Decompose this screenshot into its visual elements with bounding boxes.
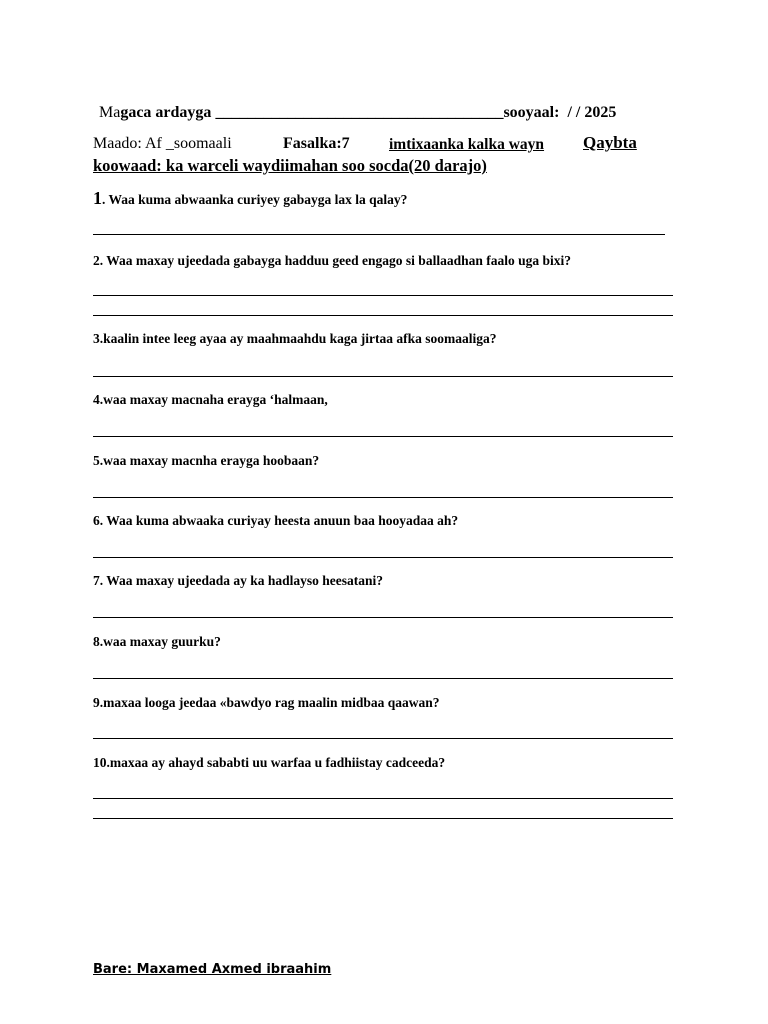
answer-line[interactable] — [93, 436, 673, 437]
question-6: 6. Waa kuma abwaaka curiyay heesta anuun baa hooyadaa ah? — [93, 513, 459, 528]
section-title: Qaybta — [583, 133, 637, 152]
question-3: 3.kaalin intee leeg ayaa ay maahmaahdu kaga jirtaa afka soomaaliga? — [93, 331, 497, 346]
subject-line — [93, 135, 232, 153]
subject: Maado: Af _soomaali — [93, 135, 232, 152]
answer-line[interactable] — [93, 557, 673, 558]
question-1-number: 1 — [93, 188, 102, 208]
date-label: sooyaal: — [503, 104, 560, 121]
answer-line[interactable] — [93, 818, 673, 819]
answer-line[interactable] — [93, 738, 673, 739]
date-value: / / 2025 — [567, 104, 617, 121]
answer-line[interactable] — [93, 678, 673, 679]
answer-line[interactable] — [93, 617, 673, 618]
exam-title: imtixaanka kalka wayn — [389, 136, 545, 153]
question-1 — [93, 188, 407, 209]
answer-line[interactable] — [93, 497, 673, 498]
name-label: gaca ardayga — [120, 104, 212, 121]
teacher-name: Bare: Maxamed Axmed ibraahim — [93, 962, 332, 977]
section-instructions: koowaad: ka warceli waydiimahan soo socda(20 darajo) — [93, 156, 487, 175]
question-2: 2. Waa maxay ujeedada gabayga hadduu geed engago si ballaadhan faalo uga bixi? — [93, 253, 571, 268]
name-blank: ____________________________________ — [215, 104, 504, 121]
question-10: 10.maxaa ay ahayd sababti uu warfaa u fadhiistay cadceeda? — [93, 755, 446, 770]
question-4: 4.waa maxay macnaha erayga ‘halmaan, — [93, 392, 328, 407]
answer-line[interactable] — [93, 295, 673, 296]
question-1-text: . Waa kuma abwaanka curiyey gabayga lax la qalay? — [102, 192, 408, 207]
answer-line[interactable] — [93, 315, 673, 316]
name-label-prefix: Ma — [99, 104, 121, 121]
answer-line[interactable] — [93, 234, 665, 235]
student-name-line — [99, 104, 616, 122]
question-5: 5.waa maxay macnha erayga hoobaan? — [93, 453, 320, 468]
question-7: 7. Waa maxay ujeedada ay ka hadlayso heesatani? — [93, 573, 384, 588]
answer-line[interactable] — [93, 376, 673, 377]
question-9: 9.maxaa looga jeedaa «bawdyo rag maalin midbaa qaawan? — [93, 695, 440, 710]
grade: Fasalka:7 — [283, 135, 350, 152]
question-8: 8.waa maxay guurku? — [93, 634, 221, 649]
answer-line[interactable] — [93, 798, 673, 799]
